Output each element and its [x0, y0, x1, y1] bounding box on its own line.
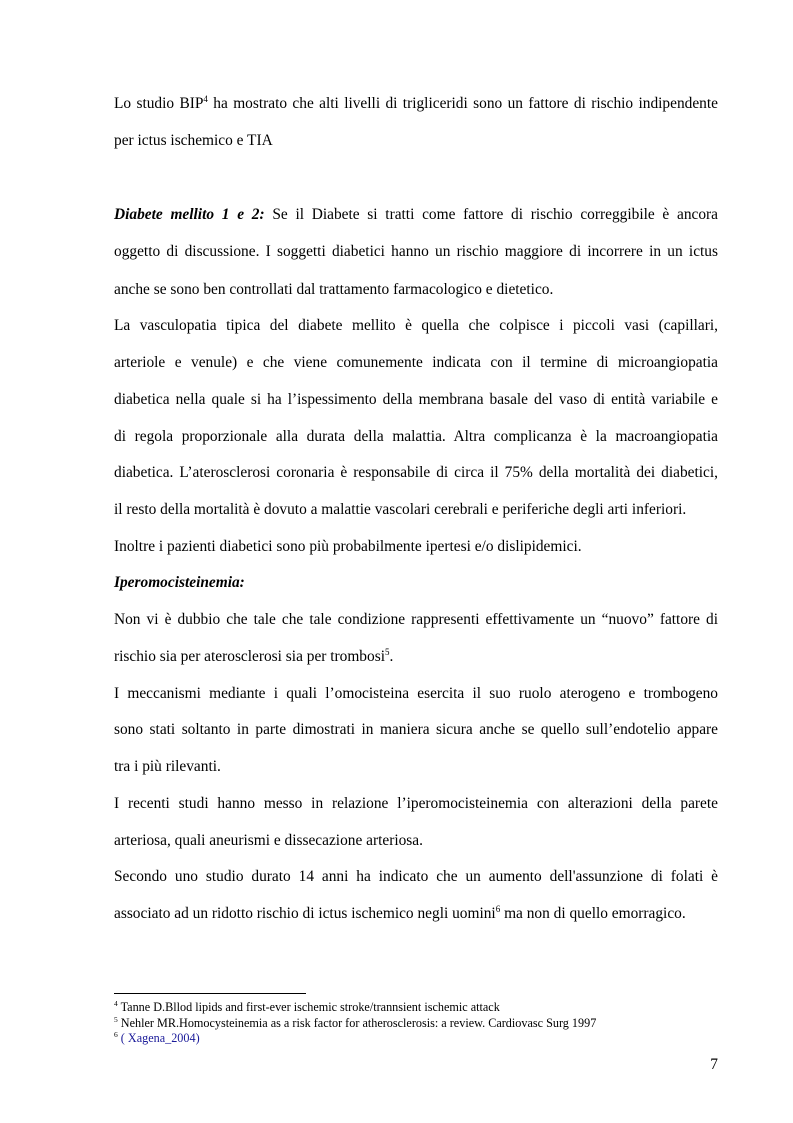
secondo-line-1: Secondo uno studio durato 14 anni ha indicato che un aumento dell'assunzione di folati è — [114, 868, 718, 885]
footnote-ref-5[interactable]: 5 — [384, 647, 390, 657]
page-number: 7 — [710, 1056, 718, 1073]
footnote-divider — [114, 993, 306, 994]
recenti-line-2: arteriosa, quali aneurismi e dissecazione arteriosa. — [114, 832, 423, 849]
vasculopatia-line-4: di regola proporzionale alla durata della malattia. Altra complicanza è la macroangiopatia — [114, 428, 718, 445]
recenti-line-1: I recenti studi hanno messo in relazione l’iperomocisteinemia con alterazioni della parete — [114, 795, 718, 812]
secondo-line-2: associato ad un ridotto rischio di ictus ischemico negli uomini$^6$ ma non di quello emorragico. — [114, 904, 686, 922]
footnote-ref-6[interactable]: 6 — [495, 904, 501, 914]
iperomo-heading: Iperomocisteinemia: — [114, 574, 245, 591]
footnote-ref-4[interactable]: 4 — [203, 94, 208, 104]
iperomo-line-2: rischio sia per aterosclerosi sia per trombosi$^5$. — [114, 647, 394, 665]
diabete-heading: Diabete mellito 1 e 2: — [114, 206, 265, 223]
vasculopatia-line-6: il resto della mortalità è dovuto a malattie vascolari cerebrali e periferiche degli arti inferiori. — [114, 501, 687, 518]
meccanismi-line-3: tra i più rilevanti. — [114, 758, 221, 775]
vasculopatia-line-2: arteriole e venule) e che viene comunemente indicata con il termine di microangiopatia — [114, 354, 718, 371]
footnote-5: $^5$ Nehler MR.Homocysteinemia as a risk factor for atherosclerosis: a review. Cardiovasc Surg 1997 — [114, 1015, 597, 1030]
vasculopatia-line-3: diabetica nella quale si ha l’ispessimento della membrana basale del vaso di entità variabile e — [114, 391, 718, 408]
diabete-line-1: Diabete mellito 1 e 2: Se il Diabete si tratti come fattore di rischio correggibile è ancora — [114, 206, 719, 223]
vasculopatia-line-1: La vasculopatia tipica del diabete mellito è quella che colpisce i piccoli vasi (capillari, — [114, 317, 718, 334]
meccanismi-line-2: sono stati soltanto in parte dimostrati in maniera sicura anche se quello sull’endotelio appare — [114, 721, 718, 738]
meccanismi-line-1: I meccanismi mediante i quali l’omocisteina esercita il suo ruolo aterogeno e trombogeno — [114, 685, 718, 702]
footnote-6: $^6$ ( Xagena_2004) — [114, 1030, 200, 1045]
bip-line-2: per ictus ischemico e TIA — [114, 132, 273, 149]
diabete-line-2: oggetto di discussione. I soggetti diabetici hanno un rischio maggiore di incorrere in un ictus — [114, 243, 718, 260]
footnote-4: $^4$ Tanne D.Bllod lipids and first-ever ischemic stroke/trannsient ischemic attack — [114, 999, 500, 1014]
footnote-6-link[interactable]: ( Xagena_2004) — [117, 1031, 200, 1045]
vasculopatia-line-5: diabetica. L’aterosclerosi coronaria è responsabile di circa il 75% della mortalità dei diabetici, — [114, 464, 718, 481]
vasculopatia-line-7: Inoltre i pazienti diabetici sono più probabilmente ipertesi e/o dislipidemici. — [114, 538, 582, 555]
iperomo-line-1: Non vi è dubbio che tale che tale condizione rappresenti effettivamente un “nuovo” fattore di — [114, 611, 718, 628]
bip-line-1: Lo studio BIP$^4$ ha mostrato che alti livelli di trigliceridi sono un fattore di rischio indipendente — [114, 94, 718, 112]
diabete-line-3: anche se sono ben controllati dal trattamento farmacologico e dietetico. — [114, 281, 554, 298]
